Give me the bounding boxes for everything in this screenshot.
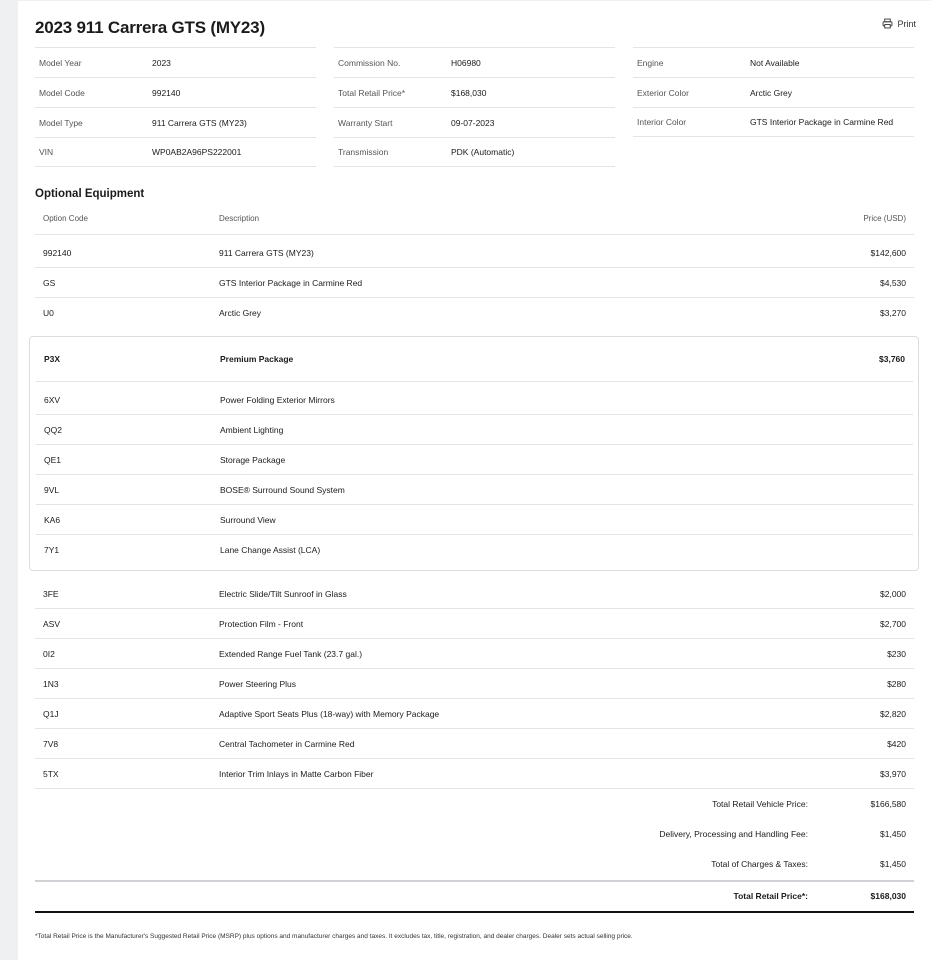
- summary-charges-row: [35, 849, 914, 879]
- option-description: Arctic Grey: [219, 308, 262, 318]
- summary-label: Total of Charges & Taxes:: [711, 859, 808, 869]
- spec-label: Model Year: [39, 57, 82, 68]
- option-code: Q1J: [43, 708, 59, 719]
- option-price: $142,600: [870, 247, 906, 258]
- print-button[interactable]: [882, 18, 916, 29]
- spec-value: WP0AB2A96PS222001: [152, 147, 242, 157]
- summary-fee-row: [35, 819, 914, 849]
- spec-row: [334, 77, 615, 107]
- spec-row: [334, 137, 615, 167]
- option-description: Adaptive Sport Seats Plus (18-way) with Memory Package: [219, 708, 440, 719]
- spec-row: [35, 77, 316, 107]
- package-item: [36, 415, 913, 445]
- spec-label: Transmission: [338, 147, 389, 157]
- optional-equipment-title: Optional Equipment: [35, 188, 145, 200]
- spec-value: PDK (Automatic): [451, 147, 515, 157]
- spec-row: [35, 47, 316, 77]
- option-code: 9VL: [44, 484, 60, 495]
- option-description: Ambient Lighting: [220, 424, 284, 435]
- spec-row: [35, 137, 316, 167]
- option-description: Interior Trim Inlays in Matte Carbon Fiber: [219, 768, 374, 779]
- summary-value: $166,580: [870, 799, 906, 809]
- package-item: [36, 385, 913, 415]
- table-row: [35, 609, 914, 639]
- option-code: 1N3: [43, 678, 59, 689]
- spec-row: [633, 77, 914, 107]
- option-code: 3FE: [43, 588, 59, 599]
- premium-package-group: [29, 336, 919, 571]
- spec-row: [35, 107, 316, 137]
- package-item: [36, 475, 913, 505]
- option-price: $2,700: [880, 618, 906, 629]
- header-price: Price (USD): [863, 214, 906, 223]
- option-description: Lane Change Assist (LCA): [220, 545, 321, 555]
- package-code: P3X: [44, 354, 61, 364]
- spec-column-1: [35, 47, 316, 167]
- spec-value: $168,030: [451, 87, 487, 98]
- option-code: GS: [43, 277, 56, 288]
- option-description: 911 Carrera GTS (MY23): [219, 247, 314, 258]
- summary-label: Total Retail Vehicle Price:: [712, 799, 808, 809]
- vehicle-summary-card: [18, 1, 931, 960]
- summary-value: $1,450: [880, 859, 906, 869]
- page-title: 2023 911 Carrera GTS (MY23): [35, 18, 265, 37]
- summary-value: $168,030: [870, 891, 906, 901]
- option-code: 0I2: [43, 648, 55, 659]
- msrp-footnote: *Total Retail Price is the Manufacturer's Suggested Retail Price (MSRP) plus options and manufacturer charges and taxes. It excludes tax, title, registration, and dealer charges. Dealer sets actual selling price.: [35, 933, 633, 940]
- spec-value: Not Available: [750, 57, 800, 68]
- option-price: $2,000: [880, 588, 906, 599]
- spec-label: VIN: [39, 147, 54, 157]
- spec-label: Interior Color: [637, 117, 687, 127]
- option-code: QQ2: [44, 424, 62, 435]
- spec-value: 992140: [152, 87, 181, 98]
- option-description: Storage Package: [220, 454, 286, 465]
- option-description: Central Tachometer in Carmine Red: [219, 738, 355, 749]
- option-price: $3,270: [880, 308, 906, 318]
- spec-label: Model Code: [39, 87, 85, 98]
- package-item: [36, 445, 913, 475]
- option-description: Electric Slide/Tilt Sunroof in Glass: [219, 588, 347, 599]
- print-label: Print: [897, 18, 916, 29]
- option-description: Power Folding Exterior Mirrors: [220, 394, 335, 405]
- option-price: $280: [887, 678, 906, 689]
- package-price: $3,760: [879, 354, 905, 364]
- option-price: $3,970: [880, 768, 906, 779]
- option-description: Surround View: [220, 514, 276, 525]
- spec-value: 2023: [152, 57, 171, 68]
- spec-label: Warranty Start: [338, 117, 393, 128]
- spec-label: Commission No.: [338, 57, 401, 68]
- option-price: $420: [887, 738, 906, 749]
- option-code: ASV: [43, 618, 61, 629]
- table-row: [35, 729, 914, 759]
- printer-icon: [882, 18, 893, 29]
- spec-value: H06980: [451, 57, 481, 68]
- spec-row: [633, 47, 914, 77]
- option-code: KA6: [44, 514, 61, 525]
- option-price: $4,530: [880, 277, 906, 288]
- spec-value: GTS Interior Package in Carmine Red: [750, 117, 894, 127]
- option-description: Extended Range Fuel Tank (23.7 gal.): [219, 648, 363, 659]
- summary-label: Total Retail Price*:: [733, 891, 808, 901]
- header-option-code: Option Code: [43, 214, 88, 223]
- option-code: QE1: [44, 454, 62, 465]
- spec-label: Exterior Color: [637, 87, 689, 98]
- spec-value: Arctic Grey: [750, 87, 793, 98]
- spec-row: [334, 107, 615, 137]
- spec-column-3: [633, 47, 914, 137]
- table-row: [35, 268, 914, 298]
- package-item: [36, 535, 913, 565]
- header-description: Description: [219, 214, 260, 223]
- option-code: 6XV: [44, 394, 61, 405]
- total-divider: [35, 911, 914, 913]
- option-description: Protection Film - Front: [219, 618, 304, 629]
- spec-label: Total Retail Price*: [338, 87, 406, 98]
- table-row: [35, 579, 914, 609]
- option-code: 7V8: [43, 738, 59, 749]
- package-item: [36, 505, 913, 535]
- option-description: GTS Interior Package in Carmine Red: [219, 277, 363, 288]
- spec-value: 09-07-2023: [451, 117, 495, 128]
- spec-column-2: [334, 47, 615, 167]
- option-price: $2,820: [880, 708, 906, 719]
- table-row: [35, 759, 914, 789]
- option-price: $230: [887, 648, 906, 659]
- table-row: [35, 699, 914, 729]
- option-code: 992140: [43, 247, 72, 258]
- option-description: Power Steering Plus: [219, 678, 297, 689]
- spec-label: Engine: [637, 57, 664, 68]
- option-code: 7Y1: [44, 545, 60, 555]
- table-row: [35, 298, 914, 328]
- option-description: BOSE® Surround Sound System: [220, 484, 345, 495]
- summary-value: $1,450: [880, 829, 906, 839]
- spec-row: [633, 107, 914, 137]
- summary-vehicle-price-row: [35, 789, 914, 819]
- table-row: [35, 669, 914, 699]
- option-code: U0: [43, 308, 54, 318]
- package-header-row: [36, 337, 913, 382]
- option-code: 5TX: [43, 768, 59, 779]
- summary-total-row: [35, 881, 914, 911]
- summary-label: Delivery, Processing and Handling Fee:: [659, 829, 808, 839]
- table-row: [35, 238, 914, 268]
- equipment-table-header: [35, 212, 914, 235]
- table-row: [35, 639, 914, 669]
- package-description: Premium Package: [220, 354, 294, 364]
- spec-row: [334, 47, 615, 77]
- spec-label: Model Type: [39, 117, 83, 128]
- spec-value: 911 Carrera GTS (MY23): [152, 117, 247, 128]
